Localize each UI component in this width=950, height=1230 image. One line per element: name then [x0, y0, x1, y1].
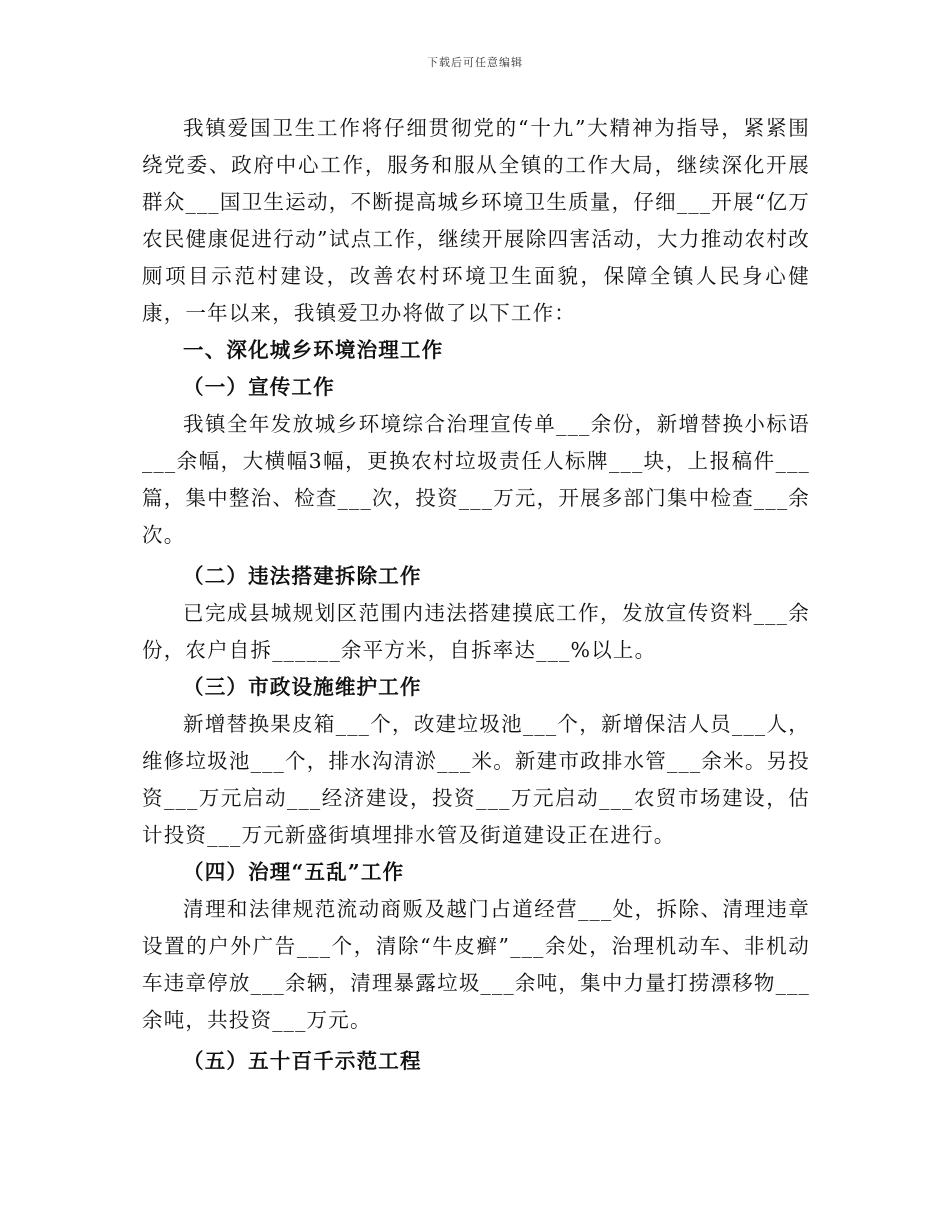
section-heading-1: 一、深化城乡环境治理工作 [183, 338, 444, 362]
subsection-paragraph-1: 我镇全年发放城乡环境综合治理宣传单___余份，新增替换小标语___余幅，大横幅3幅，更换农村垃圾责任人标牌___块，上报稿件___篇，集中整治、检查___次，投资___万元，开展多部门集中检查___余次。 [142, 412, 810, 547]
intro-paragraph: 我镇爱国卫生工作将仔细贯彻党的“十九”大精神为指导，紧紧围绕党委、政府中心工作，服务和服从全镇的工作大局，继续深化开展群众___国卫生运动，不断提高城乡环境卫生质量，仔细___开展“亿万农民健康促进行动”试点工作，继续开展除四害活动，大力推动农村改厕项目示范村建设，改善农村环境卫生面貌，保障全镇人民身心健康，一年以来，我镇爱卫办将做了以下工作： [142, 116, 810, 325]
document-body [142, 110, 810, 1080]
subsection-paragraph-4: 清理和法律规范流动商贩及越门占道经营___处，拆除、清理违章设置的户外广告___个，清除“牛皮癣”___余处，治理机动车、非机动车违章停放___余辆，清理暴露垃圾___余吨，集中力量打捞漂移物___余吨，共投资___万元。 [142, 897, 810, 1032]
subsection-title-2: （二）违法搭建拆除工作 [183, 564, 422, 588]
page-header-note: 下载后可任意编辑 [427, 56, 523, 69]
subsection-title-3: （三）市政设施维护工作 [183, 675, 422, 699]
subsection-title-1: （一）宣传工作 [183, 375, 335, 399]
subsection-paragraph-2: 已完成县城规划区范围内违法搭建摸底工作，发放宣传资料___余份，农户自拆______余平方米，自拆率达___%以上。 [142, 601, 810, 662]
subsection-title-4: （四）治理“五乱”工作 [183, 860, 405, 884]
subsection-paragraph-3: 新增替换果皮箱___个，改建垃圾池___个，新增保洁人员___人，维修垃圾池___个，排水沟清淤___米。新建市政排水管___余米。另投资___万元启动___经济建设，投资___万元启动___农贸市场建设，估计投资___万元新盛街填埋排水管及街道建设正在进行。 [142, 712, 810, 847]
subsection-title-5: （五）五十百千示范工程 [183, 1049, 422, 1073]
